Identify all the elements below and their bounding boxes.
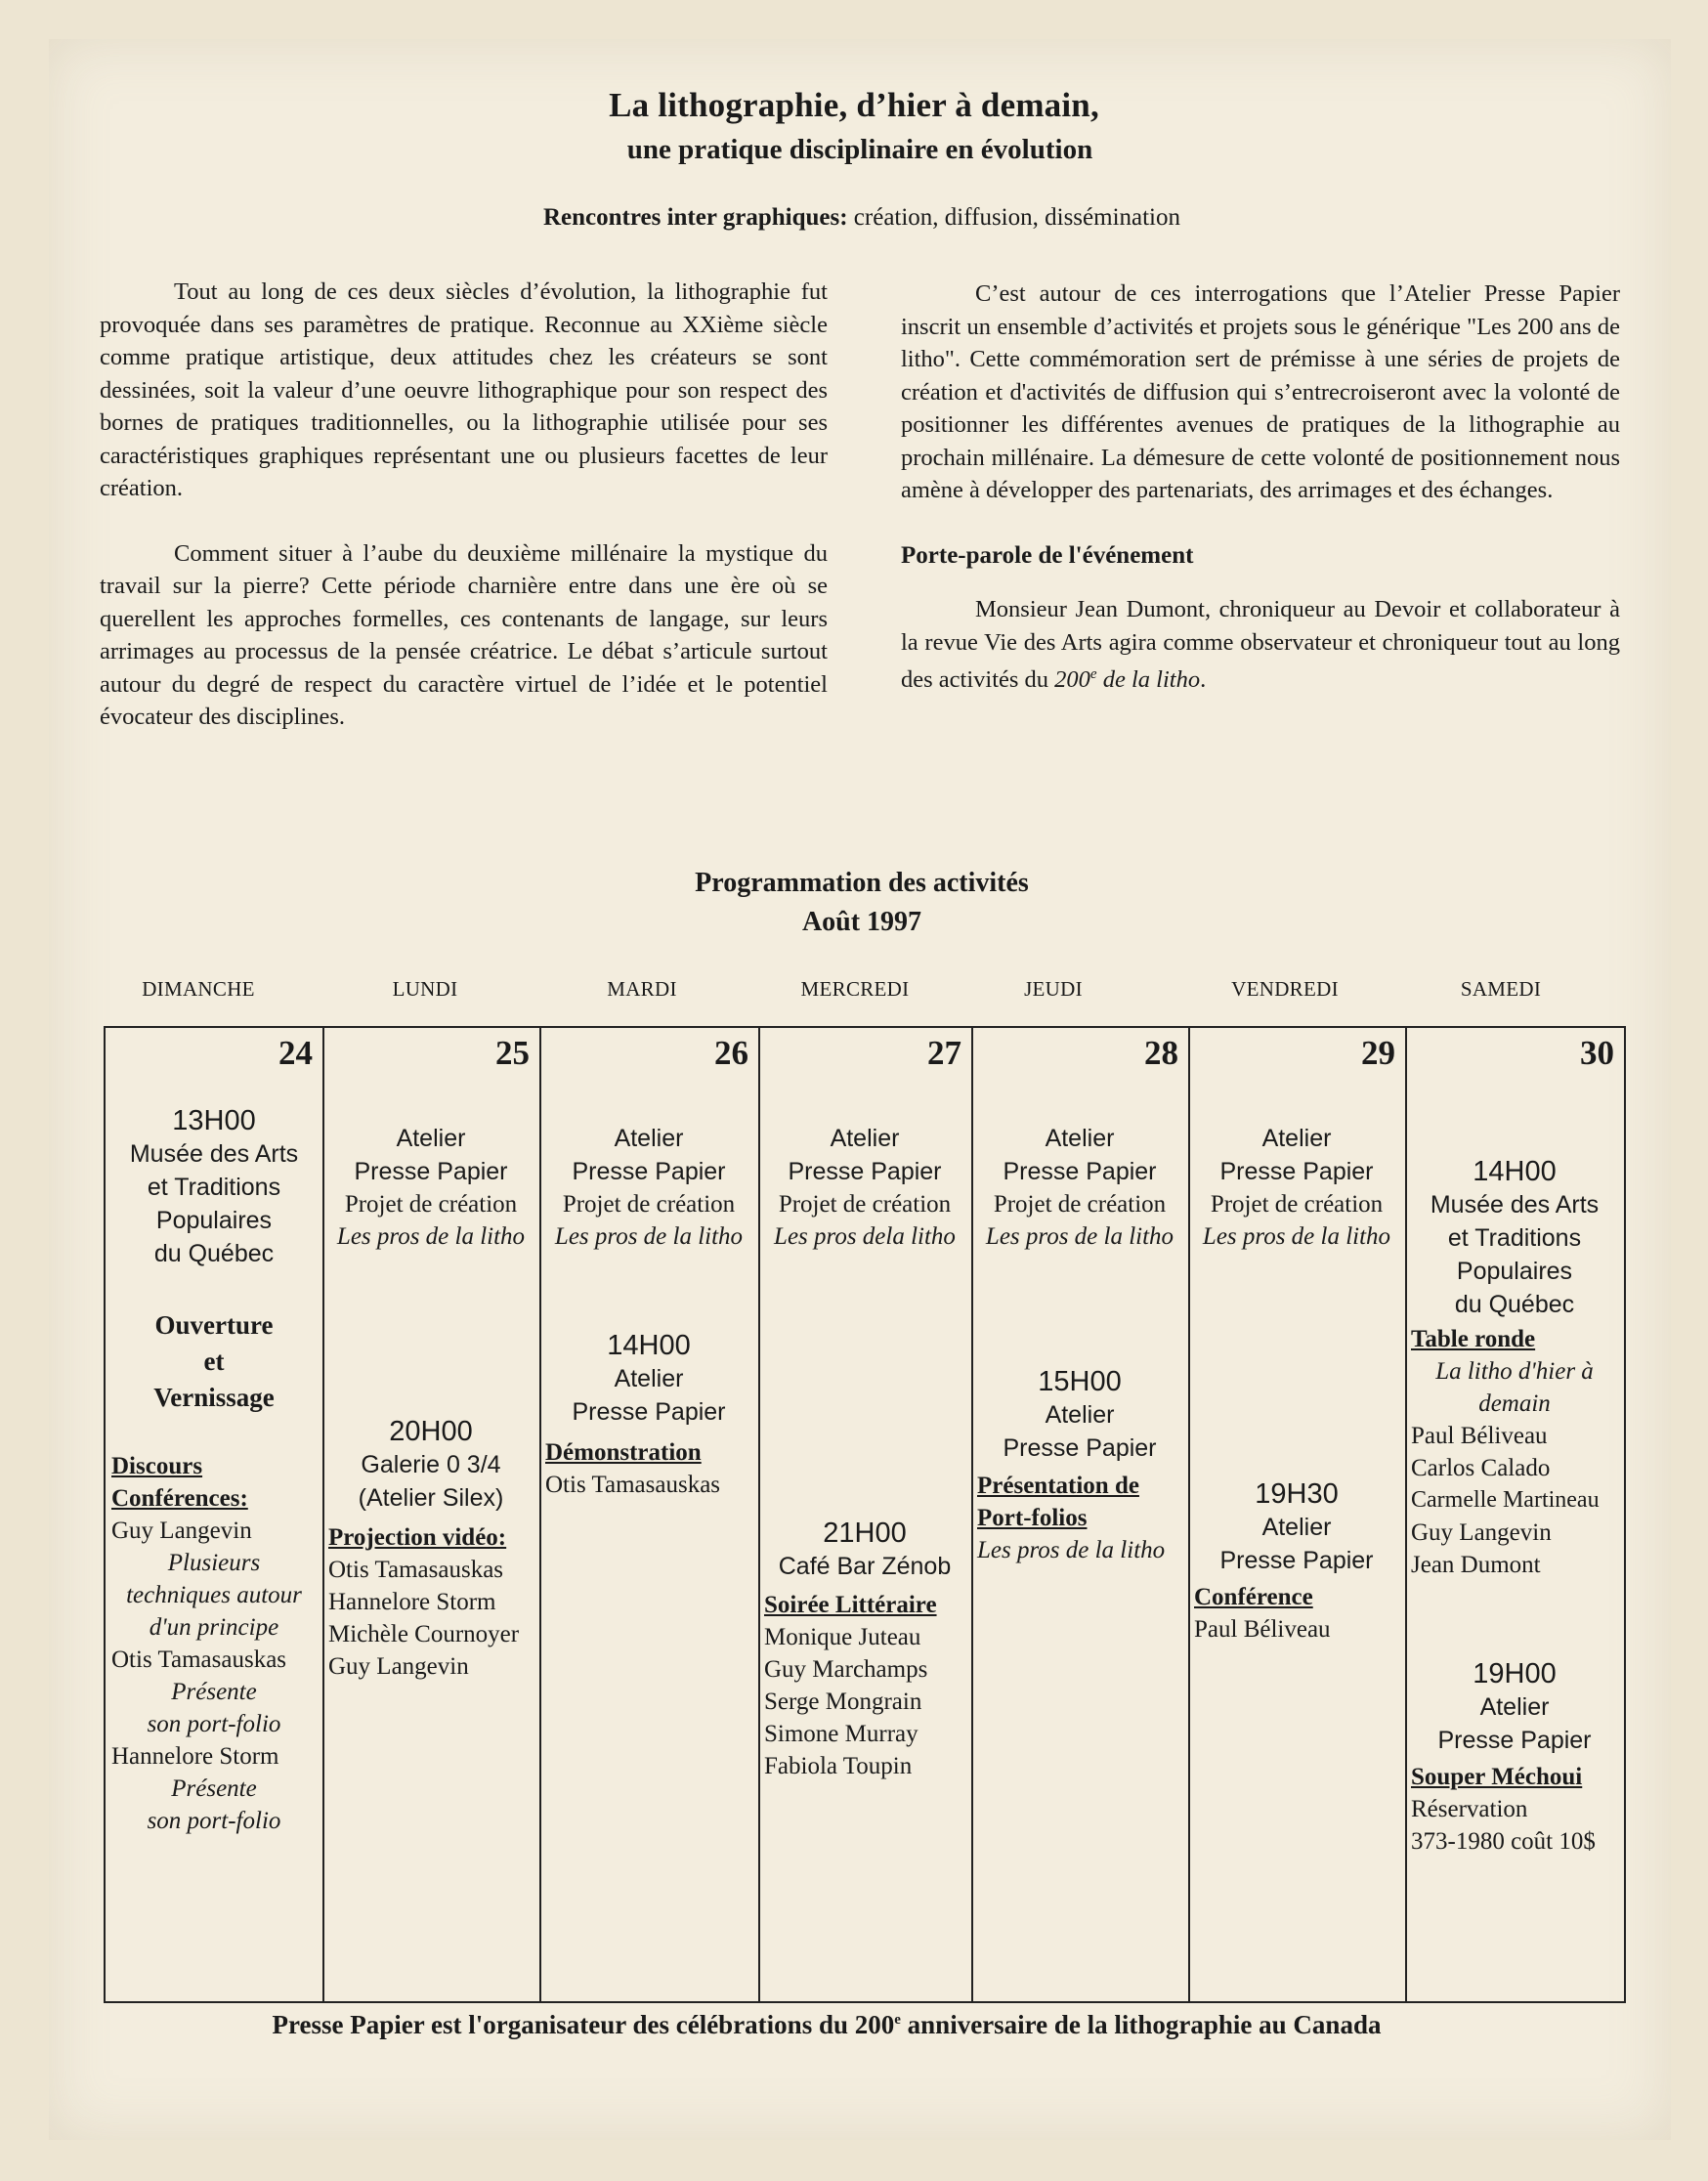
section-heading: Présentation de bbox=[977, 1473, 1139, 1499]
dinner-block bbox=[1405, 1657, 1624, 1757]
calendar-cell-tuesday bbox=[539, 1028, 760, 2001]
venue-line: et Traditions bbox=[147, 1174, 281, 1201]
footer-line bbox=[0, 2010, 1653, 2040]
workshop-line: Presse Papier bbox=[572, 1158, 726, 1185]
project-name: Les pros de la litho bbox=[977, 1537, 1166, 1563]
opening-line: et bbox=[203, 1347, 225, 1376]
section-heading: Conférence bbox=[1194, 1584, 1313, 1610]
calendar-cell-sunday bbox=[106, 1028, 324, 2001]
p2-anniversary bbox=[1054, 666, 1200, 693]
dayhead-saturday: SAMEDI bbox=[1460, 977, 1542, 1001]
workshop-block bbox=[971, 1122, 1188, 1253]
p2-start: Monsieur Jean Dumont, chroniqueur au Devoir et collaborateur à la revue Vie des Arts agira comme observateur et chroniqueur tout au long des activités du bbox=[901, 596, 1620, 694]
dayhead-thursday: JEUDI bbox=[1024, 977, 1083, 1001]
panelist-name: Carmelle Martineau bbox=[1411, 1487, 1600, 1513]
p2-italic: de la litho bbox=[1096, 666, 1201, 694]
document-subtitle: une pratique disciplinaire en évolution bbox=[626, 134, 1093, 165]
demo-block bbox=[539, 1329, 758, 1429]
date-number: 24 bbox=[278, 1034, 313, 1072]
workshop-block bbox=[322, 1122, 539, 1253]
gallery-block bbox=[322, 1415, 539, 1515]
right-paragraph-2 bbox=[901, 593, 1620, 697]
panelist-name: Guy Langevin bbox=[1411, 1519, 1552, 1546]
portfolio-details bbox=[971, 1470, 1188, 1566]
conference-details bbox=[1188, 1581, 1405, 1646]
p2-sup: e bbox=[1089, 666, 1097, 682]
opening-line: Vernissage bbox=[153, 1383, 275, 1412]
workshop-line: Atelier bbox=[614, 1125, 684, 1152]
workshop-block bbox=[758, 1122, 971, 1253]
venue-line: Presse Papier bbox=[1219, 1547, 1374, 1574]
project-name: Les pros de la litho bbox=[1202, 1223, 1391, 1250]
venue-line: Populaires bbox=[1456, 1258, 1573, 1285]
venue-line: et Traditions bbox=[1447, 1224, 1582, 1252]
workshop-line: Atelier bbox=[1045, 1125, 1115, 1152]
talk-title: son port-folio bbox=[147, 1808, 281, 1834]
reader-name: Simone Murray bbox=[764, 1721, 918, 1747]
date-number: 30 bbox=[1580, 1034, 1614, 1072]
venue-line: Atelier bbox=[1479, 1693, 1550, 1721]
venue-line: Atelier bbox=[1045, 1401, 1115, 1429]
calendar-grid bbox=[104, 1026, 1626, 2003]
video-block bbox=[322, 1521, 539, 1683]
workshop-line: Atelier bbox=[1261, 1125, 1332, 1152]
conferences-block bbox=[106, 1450, 322, 1837]
project-line: Projet de création bbox=[562, 1191, 736, 1218]
document-title: La lithographie, d’hier à demain, bbox=[609, 86, 1099, 124]
venue-line: Presse Papier bbox=[572, 1398, 726, 1426]
right-paragraph-1: C’est autour de ces interrogations que l’Atelier Presse Papier inscrit un ensemble d’activités et projets sous le générique "Les 200 ans de litho". Cette commémoration sert de prémisse à une séries de projets de création et d'activités de diffusion qui s’entrecroiseront avec la volonté de positionner les différentes avenues de pratiques de la lithographie au prochain millénaire. La démesure de cette volonté de positionnement nous amène à développer des partenariats, des arrimages et des échanges. bbox=[901, 280, 1620, 503]
venue-line: Presse Papier bbox=[1003, 1434, 1157, 1462]
dayhead-wednesday: MERCREDI bbox=[800, 977, 910, 1001]
venue-line: Musée des Arts bbox=[129, 1140, 299, 1168]
reader-name: Serge Mongrain bbox=[764, 1689, 922, 1715]
reservation-line: Réservation bbox=[1411, 1796, 1528, 1822]
calendar-cell-wednesday bbox=[758, 1028, 973, 2001]
talk-title: demain bbox=[1478, 1390, 1551, 1417]
program-title: Programmation des activités bbox=[695, 868, 1029, 898]
calendar-cell-thursday bbox=[971, 1028, 1190, 2001]
talk-title: son port-folio bbox=[147, 1711, 281, 1737]
section-heading: Discours bbox=[111, 1453, 203, 1479]
talk-title: d'un principe bbox=[149, 1614, 279, 1641]
dayhead-sunday: DIMANCHE bbox=[142, 977, 255, 1001]
venue-line: du Québec bbox=[153, 1240, 275, 1267]
venue-line: Atelier bbox=[614, 1365, 684, 1392]
footer-sup: e bbox=[894, 2012, 901, 2028]
demo-details bbox=[539, 1436, 758, 1501]
project-name: Les pros de la litho bbox=[554, 1223, 744, 1250]
event-time: 19H00 bbox=[1473, 1658, 1557, 1689]
artist-name: Otis Tamasauskas bbox=[328, 1557, 504, 1583]
program-month: Août 1997 bbox=[801, 907, 922, 937]
venue-line: Presse Papier bbox=[1437, 1727, 1592, 1754]
dinner-details bbox=[1405, 1761, 1624, 1858]
artist-name: Guy Langevin bbox=[328, 1653, 469, 1680]
event-time: 14H00 bbox=[607, 1330, 691, 1361]
event-time: 21H00 bbox=[823, 1518, 907, 1549]
talk-title: Présente bbox=[171, 1775, 257, 1802]
workshop-block bbox=[1188, 1122, 1405, 1253]
speaker-name: Hannelore Storm bbox=[111, 1743, 279, 1770]
calendar-cell-saturday bbox=[1405, 1028, 1624, 2001]
opening-line: Ouverture bbox=[154, 1310, 274, 1340]
workshop-line: Presse Papier bbox=[788, 1158, 942, 1185]
portfolio-block bbox=[971, 1365, 1188, 1465]
reservation-phone: 373-1980 coût 10$ bbox=[1411, 1828, 1596, 1855]
project-line: Projet de création bbox=[993, 1191, 1167, 1218]
panelist-name: Paul Béliveau bbox=[1411, 1423, 1548, 1449]
artist-name: Otis Tamasauskas bbox=[545, 1472, 721, 1498]
spokesperson-heading: Porte-parole de l'événement bbox=[901, 541, 1194, 569]
venue-line: Atelier bbox=[1261, 1514, 1332, 1541]
section-heading: Projection vidéo: bbox=[328, 1524, 507, 1551]
venue-line: Populaires bbox=[155, 1207, 273, 1234]
cafe-block bbox=[758, 1517, 971, 1583]
rencontres-label: Rencontres inter graphiques: bbox=[542, 204, 848, 231]
footer-end: anniversaire de la lithographie au Canada bbox=[900, 2010, 1382, 2039]
date-number: 25 bbox=[495, 1034, 530, 1072]
speaker-name: Otis Tamasauskas bbox=[111, 1646, 287, 1673]
dayhead-friday: VENDREDI bbox=[1231, 977, 1339, 1001]
calendar-cell-friday bbox=[1188, 1028, 1407, 2001]
event-time: 15H00 bbox=[1038, 1366, 1122, 1397]
venue-line: Musée des Arts bbox=[1430, 1191, 1600, 1219]
reader-name: Fabiola Toupin bbox=[764, 1753, 913, 1779]
project-line: Projet de création bbox=[1210, 1191, 1384, 1218]
literary-block bbox=[758, 1589, 971, 1782]
date-number: 27 bbox=[927, 1034, 961, 1072]
reader-name: Guy Marchamps bbox=[764, 1656, 928, 1683]
p2-end: . bbox=[1200, 666, 1207, 694]
workshop-line: Atelier bbox=[396, 1125, 466, 1152]
project-name: Les pros de la litho bbox=[336, 1223, 526, 1250]
calendar-cell-monday bbox=[322, 1028, 541, 2001]
panelist-name: Jean Dumont bbox=[1411, 1552, 1541, 1578]
section-heading: Port-folios bbox=[977, 1505, 1088, 1531]
workshop-line: Presse Papier bbox=[1003, 1158, 1157, 1185]
conference-block bbox=[1188, 1477, 1405, 1577]
program-title-block bbox=[0, 864, 1708, 942]
round-table-block bbox=[1405, 1323, 1624, 1581]
section-heading: Table ronde bbox=[1411, 1326, 1536, 1352]
talk-title: Plusieurs bbox=[167, 1550, 261, 1576]
workshop-line: Presse Papier bbox=[354, 1158, 508, 1185]
project-name: Les pros dela litho bbox=[774, 1223, 956, 1250]
section-heading: Conférences: bbox=[111, 1485, 248, 1512]
venue-line: Galerie 0 3/4 bbox=[361, 1451, 501, 1478]
workshop-block bbox=[539, 1122, 758, 1253]
section-heading: Démonstration bbox=[545, 1439, 702, 1466]
venue-line: Café Bar Zénob bbox=[778, 1553, 952, 1580]
date-number: 29 bbox=[1361, 1034, 1395, 1072]
talk-title: Présente bbox=[171, 1679, 257, 1705]
section-heading: Soirée Littéraire bbox=[764, 1592, 937, 1618]
dayhead-monday: LUNDI bbox=[392, 977, 458, 1001]
project-line: Projet de création bbox=[778, 1191, 952, 1218]
left-column bbox=[100, 276, 828, 766]
rencontres-text: création, diffusion, dissémination bbox=[847, 204, 1181, 231]
left-paragraph-2: Comment situer à l’aube du deuxième millénaire la mystique du travail sur la pierre? Cette période charnière entre dans une ère où se querellent les approches formelles, ces contenants de langage, sur leurs arrimages au processus de la pensée créatrice. Le débat s’articule surtout autour du degré de respect du caractère virtuel de l’idée et le potentiel évocateur des disciplines. bbox=[100, 539, 828, 730]
p2-num: 200 bbox=[1054, 666, 1090, 694]
project-line: Projet de création bbox=[344, 1191, 518, 1218]
venue-line: (Atelier Silex) bbox=[358, 1484, 504, 1512]
workshop-line: Atelier bbox=[830, 1125, 900, 1152]
artist-name: Michèle Cournoyer bbox=[328, 1621, 520, 1647]
panelist-name: Carlos Calado bbox=[1411, 1455, 1551, 1481]
talk-title: La litho d'hier à bbox=[1435, 1358, 1594, 1385]
date-number: 28 bbox=[1144, 1034, 1178, 1072]
talk-title: techniques autour bbox=[126, 1582, 302, 1608]
event-time: 19H30 bbox=[1255, 1478, 1339, 1510]
speaker-name: Paul Béliveau bbox=[1194, 1616, 1331, 1643]
speaker-name: Guy Langevin bbox=[111, 1518, 252, 1544]
venue-line: du Québec bbox=[1454, 1291, 1575, 1318]
workshop-line: Presse Papier bbox=[1219, 1158, 1374, 1185]
event-time: 13H00 bbox=[172, 1105, 256, 1136]
rencontres-line bbox=[0, 204, 1708, 232]
event-time: 14H00 bbox=[1473, 1156, 1557, 1187]
date-number: 26 bbox=[714, 1034, 748, 1072]
sunday-museum-block bbox=[106, 1104, 322, 1270]
right-column bbox=[901, 278, 1620, 729]
left-paragraph-1: Tout au long de ces deux siècles d’évolution, la lithographie fut provoquée dans ses paramètres de pratique. Reconnue au XXième siècle comme pratique artistique, deux attitudes chez les créateurs se sont dessinées, soit la valeur d’une oeuvre lithographique pour son respect des bornes de pratiques traditionnelles, ou la lithographie utilisée pour ses caractéristiques graphiques représentant une ou plusieurs facettes de leur création. bbox=[100, 278, 828, 501]
reader-name: Monique Juteau bbox=[764, 1624, 921, 1650]
artist-name: Hannelore Storm bbox=[328, 1589, 496, 1615]
project-name: Les pros de la litho bbox=[985, 1223, 1174, 1250]
event-time: 20H00 bbox=[389, 1416, 473, 1447]
section-heading: Souper Méchoui bbox=[1411, 1764, 1583, 1790]
saturday-museum-block bbox=[1405, 1155, 1624, 1321]
opening-block bbox=[106, 1307, 322, 1416]
footer-start: Presse Papier est l'organisateur des célébrations du 200 bbox=[272, 2010, 895, 2039]
dayhead-tuesday: MARDI bbox=[607, 977, 677, 1001]
